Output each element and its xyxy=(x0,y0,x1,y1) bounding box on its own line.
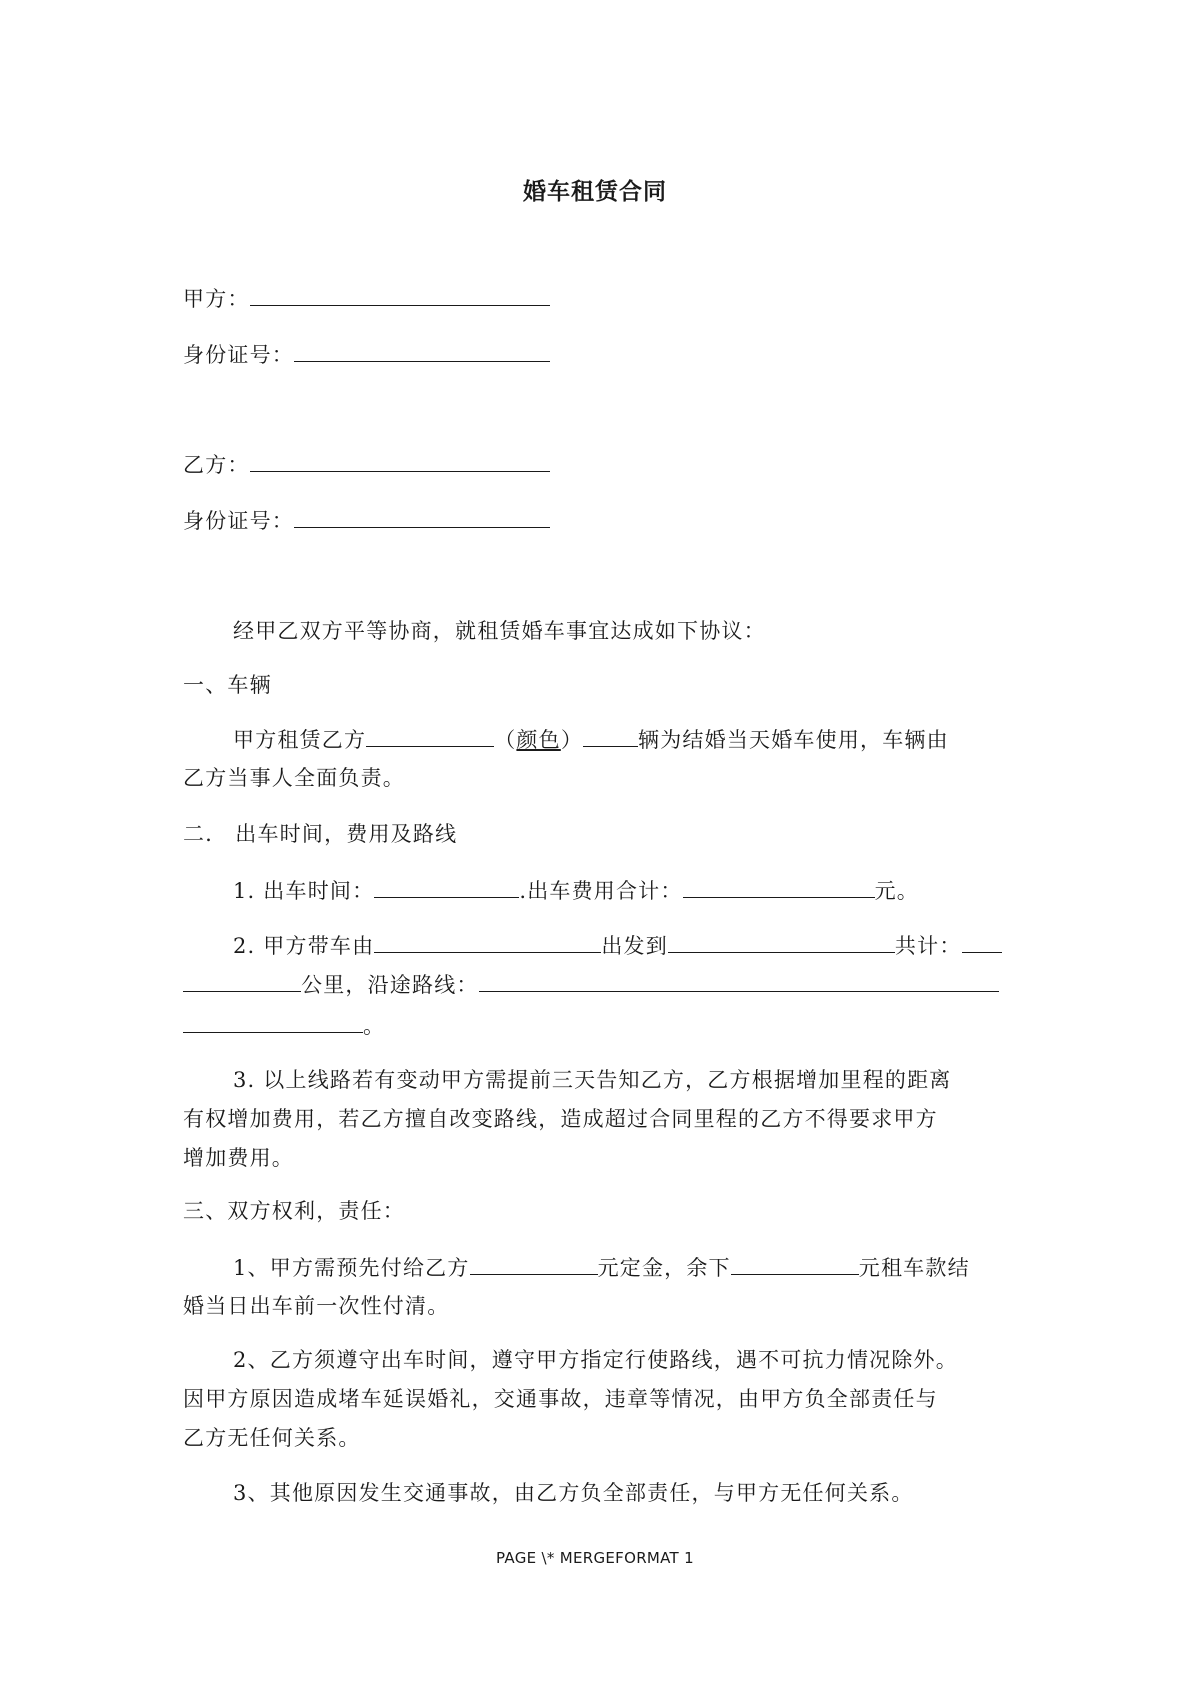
party-b-row xyxy=(183,449,550,480)
party-a-id-blank[interactable] xyxy=(294,339,550,362)
section2-item3-line2: 有权增加费用，若乙方擅自改变路线，造成超过合同里程的乙方不得要求甲方 xyxy=(183,1107,938,1131)
remaining-label: 元定金，余下 xyxy=(597,1256,731,1280)
fee-unit: 元。 xyxy=(874,879,919,903)
section2-item2 xyxy=(233,930,1002,961)
route-to-label: 出发到 xyxy=(601,934,668,958)
car-model-blank[interactable] xyxy=(366,724,494,747)
section3-item2-line1: 2、乙方须遵守出车时间，遵守甲方指定行使路线，遇不可抗力情况除外。 xyxy=(233,1348,958,1372)
fee-total-blank[interactable] xyxy=(683,875,875,898)
deposit-label: 1、甲方需预先付给乙方 xyxy=(233,1256,470,1280)
party-a-label: 甲方： xyxy=(183,287,250,311)
section2-item3-line3: 增加费用。 xyxy=(183,1146,294,1170)
section1-text-end: 辆为结婚当天婚车使用，车辆由 xyxy=(638,728,949,752)
section3-item1-line2: 婚当日出车前一次性付清。 xyxy=(183,1294,450,1318)
distance-blank-start[interactable] xyxy=(962,930,1002,953)
departure-time-blank[interactable] xyxy=(374,875,519,898)
section2-item2-cont xyxy=(183,969,999,1000)
route-from-blank[interactable] xyxy=(374,930,601,953)
section3-item2-line3: 乙方无任何关系。 xyxy=(183,1426,361,1450)
section2-item2-end xyxy=(183,1010,385,1041)
section2-heading: 二． 出车时间，费用及路线 xyxy=(183,822,458,846)
party-b-id-blank[interactable] xyxy=(294,505,550,528)
period: 。 xyxy=(363,1014,386,1038)
section1-line1 xyxy=(233,724,949,755)
party-b-label: 乙方： xyxy=(183,453,250,477)
party-b-id-label: 身份证号： xyxy=(183,509,294,533)
section3-heading: 三、双方权利，责任： xyxy=(183,1199,405,1223)
deposit-blank[interactable] xyxy=(470,1252,598,1275)
route-to-blank[interactable] xyxy=(668,930,895,953)
section3-item1 xyxy=(233,1252,970,1283)
page-footer: PAGE \* MERGEFORMAT 1 xyxy=(496,1549,694,1567)
distance-blank[interactable] xyxy=(183,969,301,992)
route-from-label: 2. 甲方带车由 xyxy=(233,934,375,958)
remaining-blank[interactable] xyxy=(731,1252,859,1275)
party-b-blank[interactable] xyxy=(250,449,550,472)
intro-paragraph: 经甲乙双方平等协商，就租赁婚车事宜达成如下协议： xyxy=(233,619,766,643)
party-a-row xyxy=(183,283,550,314)
color-label: 颜色 xyxy=(516,728,561,752)
section3-item2-line2: 因甲方原因造成堵车延误婚礼，交通事故，违章等情况，由甲方负全部责任与 xyxy=(183,1387,938,1411)
section2-item3-line1: 3. 以上线路若有变动甲方需提前三天告知乙方，乙方根据增加里程的距离 xyxy=(233,1068,952,1092)
paren-close: ） xyxy=(560,728,584,752)
fee-total-label: .出车费用合计： xyxy=(519,879,683,903)
party-b-id-row xyxy=(183,505,550,536)
document-title: 婚车租赁合同 xyxy=(523,178,667,205)
section3-item3: 3、其他原因发生交通事故，由乙方负全部责任，与甲方无任何关系。 xyxy=(233,1481,914,1505)
distance-label: 共计： xyxy=(894,934,962,958)
party-a-blank[interactable] xyxy=(250,283,550,306)
departure-time-label: 1. 出车时间： xyxy=(233,879,375,903)
paren-open: （ xyxy=(494,728,517,752)
section1-line2: 乙方当事人全面负责。 xyxy=(183,766,405,790)
car-count-blank[interactable] xyxy=(583,724,638,747)
party-a-id-row xyxy=(183,339,550,370)
route-path-blank[interactable] xyxy=(479,969,999,992)
section2-item1 xyxy=(233,875,919,906)
route-path-blank-end[interactable] xyxy=(183,1010,363,1033)
party-a-id-label: 身份证号： xyxy=(183,343,294,367)
section1-text: 甲方租赁乙方 xyxy=(233,728,367,752)
rent-label: 元租车款结 xyxy=(858,1256,970,1280)
section1-heading: 一、车辆 xyxy=(183,673,272,697)
route-path-label: 公里，沿途路线： xyxy=(301,973,479,997)
